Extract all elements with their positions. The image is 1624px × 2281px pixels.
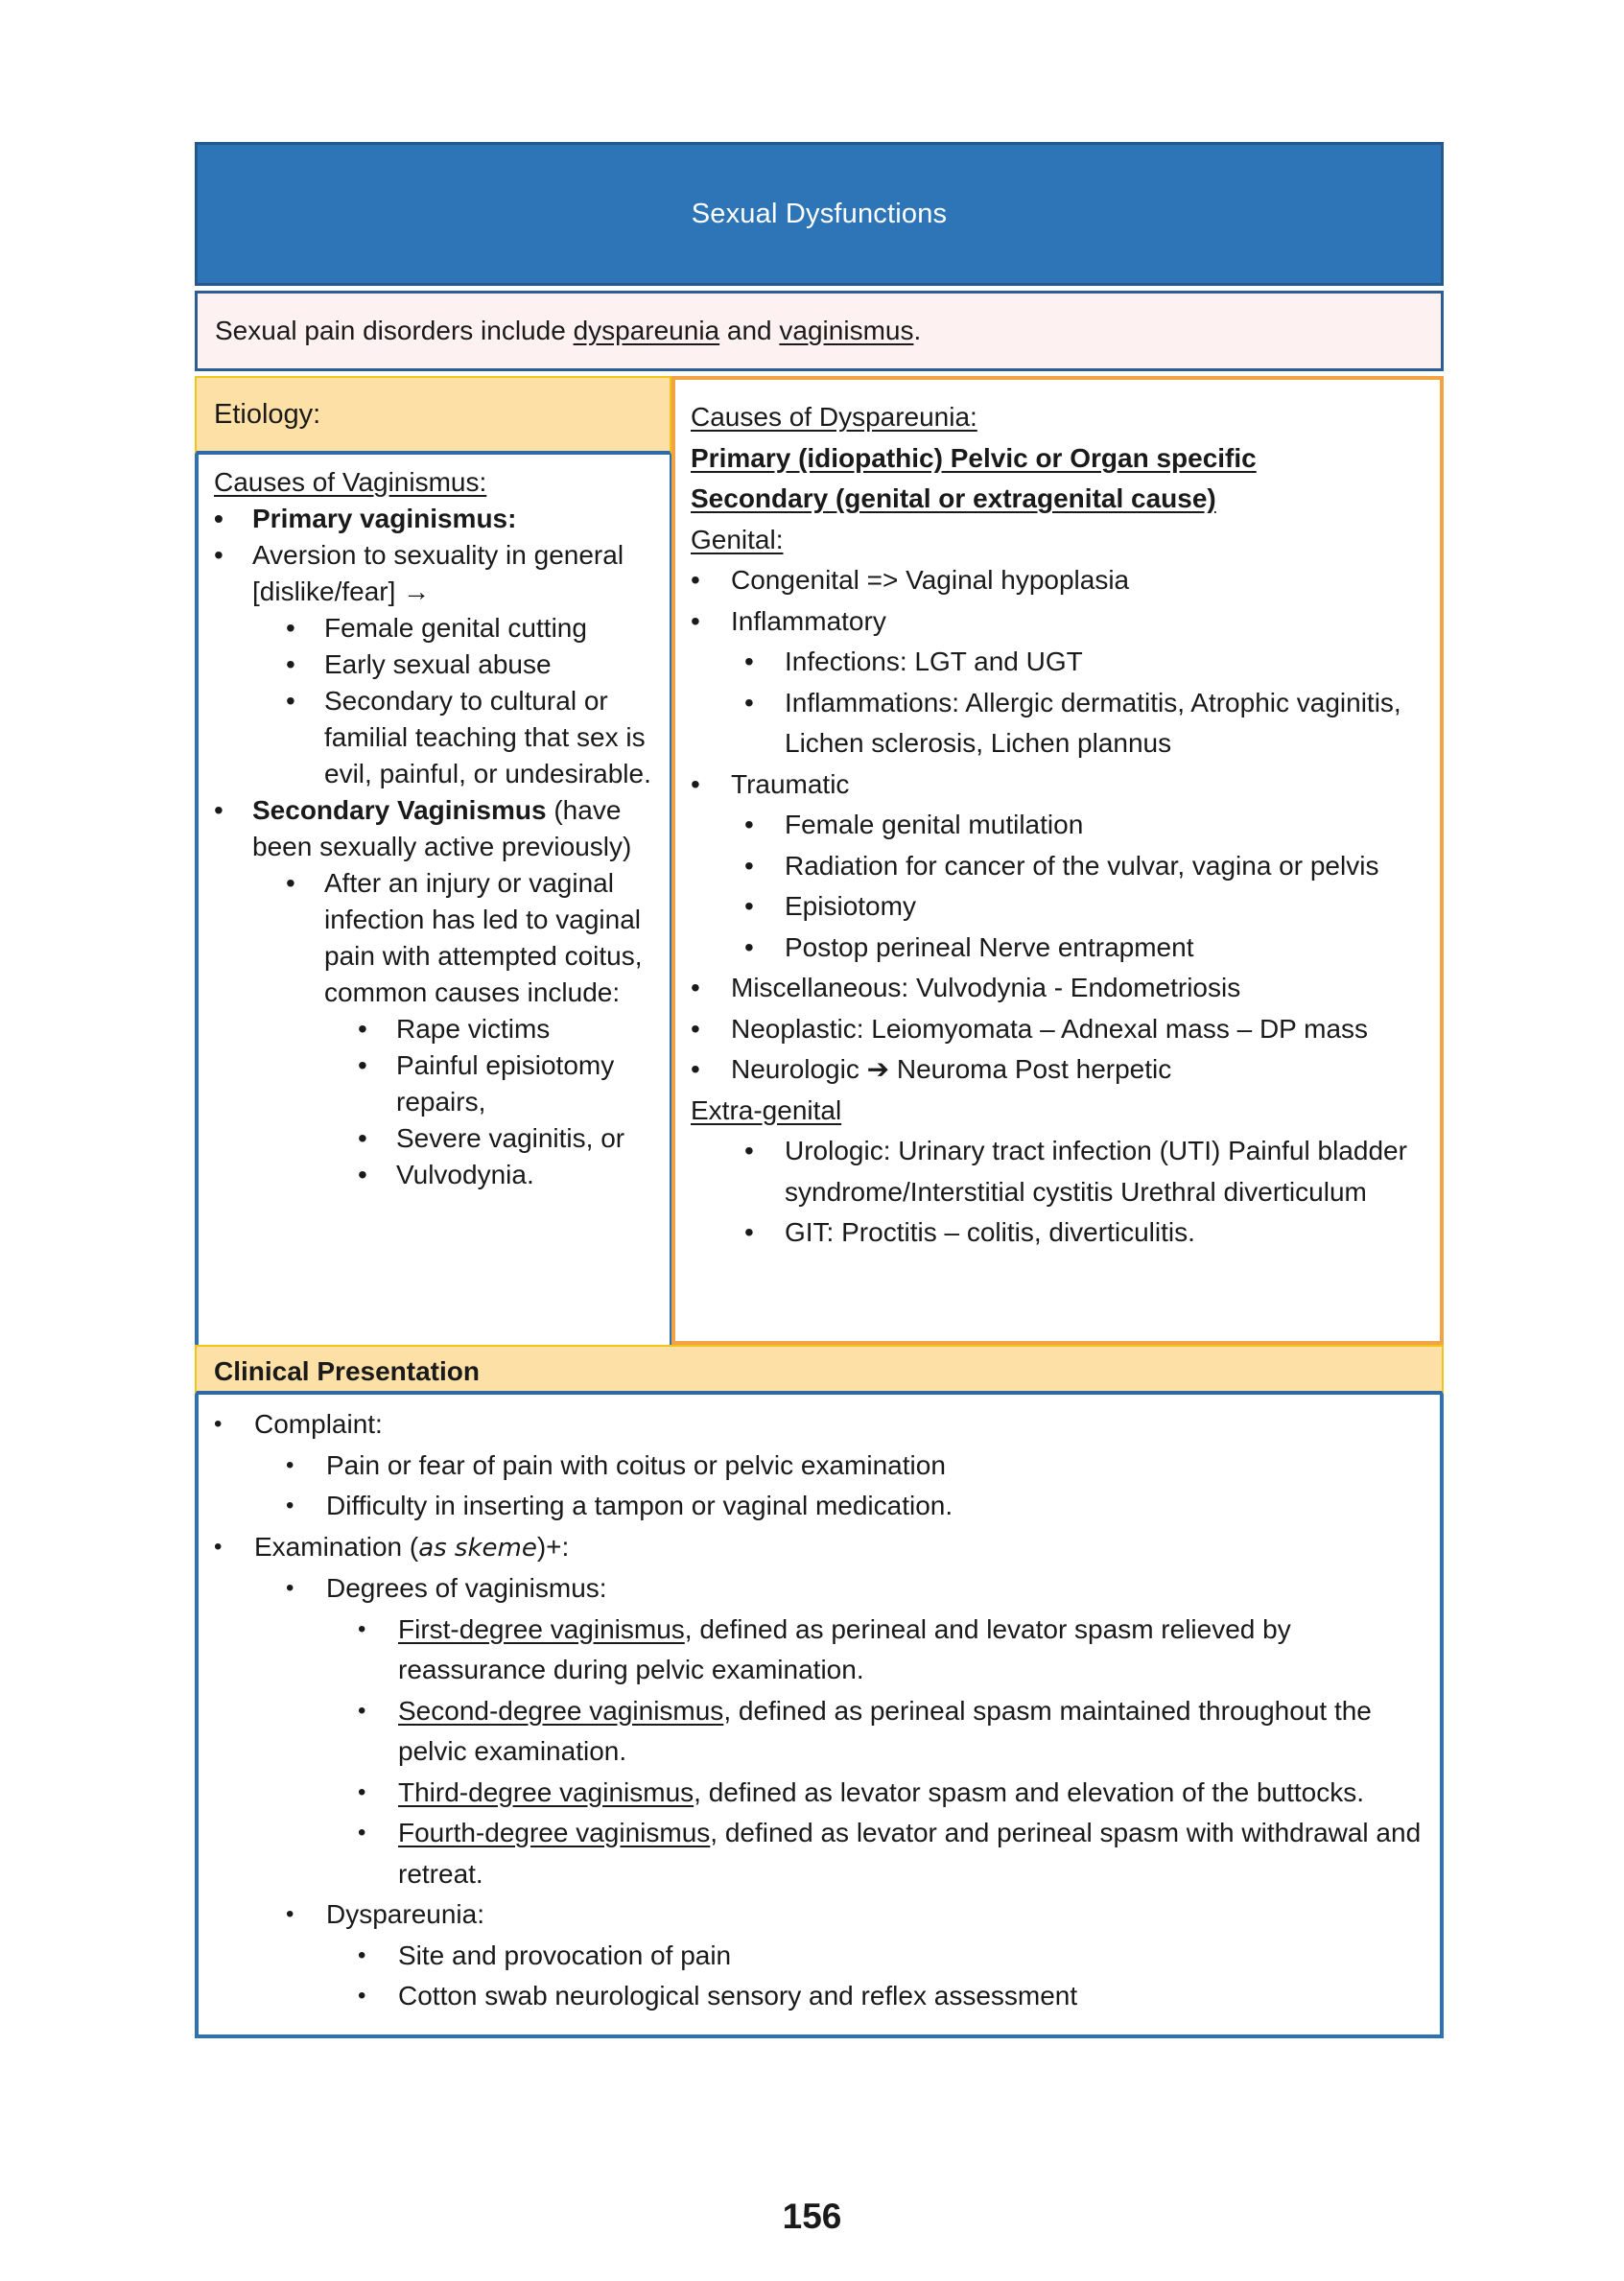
clinical-presentation-header: Clinical Presentation bbox=[195, 1345, 1444, 1395]
list-item: • Pain or fear of pain with coitus or pelvic examination bbox=[326, 1446, 1430, 1487]
list-item: • Secondary Vaginismus (have been sexually active previously) • After an injury or vaginal infection has led to vaginal pain with attempted coitus, common causes include: • Rape victims • Painful episiotomy repairs, • Severe vaginitis, or • Vulvodynia. bbox=[252, 792, 660, 1193]
secondary-causes-list bbox=[324, 1011, 660, 1193]
list-item: • Urologic: Urinary tract infection (UTI) Painful bladder syndrome/Interstitial cystitis Urethral diverticulum bbox=[785, 1131, 1430, 1212]
degrees-list bbox=[326, 1610, 1430, 1895]
list-item: • Female genital cutting bbox=[324, 610, 660, 647]
inflammatory-list bbox=[731, 642, 1430, 764]
list-item: • Early sexual abuse bbox=[324, 647, 660, 683]
list-item: • Degrees of vaginismus: • First-degree vaginismus, defined as perineal and levator spasm relieved by reassurance during pelvic examination. • Second-degree vaginismus, defined as perineal spasm maintained throughout the pelvic examination. • Third-degree vaginismus, defined as levator spasm and elevation of the buttocks. • Fourth-degree vaginismus, defined as levator and perineal spasm with withdrawal and retreat. bbox=[326, 1568, 1430, 1894]
list-item: • Site and provocation of pain bbox=[398, 1936, 1430, 1977]
aversion-list bbox=[252, 610, 660, 792]
list-item: • Inflammatory • Infections: LGT and UGT • Inflammations: Allergic dermatitis, Atrophic vaginitis, Lichen sclerosis, Lichen plannus bbox=[731, 601, 1430, 764]
intro-box bbox=[195, 291, 1444, 371]
vaginismus-list bbox=[214, 501, 660, 1193]
list-item: • Primary vaginismus: bbox=[252, 501, 660, 537]
arrow-right-icon: ➔ bbox=[866, 1054, 890, 1084]
genital-list bbox=[691, 560, 1430, 1091]
page-title: Sexual Dysfunctions bbox=[691, 198, 948, 229]
list-item: • Traumatic • Female genital mutilation • Radiation for cancer of the vulvar, vagina or pelvis • Episiotomy • Postop perineal Nerve entrapment bbox=[731, 764, 1430, 969]
list-item: • Rape victims bbox=[396, 1011, 660, 1047]
list-item: • Neurologic ➔ Neuroma Post herpetic bbox=[731, 1049, 1430, 1091]
vaginismus-heading: Causes of Vaginismus: bbox=[214, 467, 487, 497]
list-item: • Painful episiotomy repairs, bbox=[396, 1047, 660, 1120]
list-item: • Neoplastic: Leiomyomata – Adnexal mass – DP mass bbox=[731, 1009, 1430, 1050]
traumatic-list bbox=[731, 805, 1430, 968]
list-item: • Postop perineal Nerve entrapment bbox=[785, 928, 1430, 969]
list-item: • GIT: Proctitis – colitis, diverticulitis. bbox=[785, 1212, 1430, 1254]
examination-list bbox=[254, 1568, 1430, 2017]
list-item: • After an injury or vaginal infection has led to vaginal pain with attempted coitus, common causes include: • Rape victims • Painful episiotomy repairs, • Severe vaginitis, or • Vulvodynia. bbox=[324, 865, 660, 1193]
etiology-header: Etiology: bbox=[195, 376, 671, 455]
list-item: • Episiotomy bbox=[785, 886, 1430, 928]
clinical-list bbox=[214, 1404, 1430, 2017]
list-item: • First-degree vaginismus, defined as perineal and levator spasm relieved by reassurance during pelvic examination. bbox=[398, 1610, 1430, 1691]
page-number: 156 bbox=[782, 2197, 842, 2236]
intro-text: Sexual pain disorders include dyspareunia and vaginismus. bbox=[215, 316, 922, 345]
title-banner bbox=[195, 142, 1444, 286]
vaginismus-causes bbox=[195, 455, 671, 1345]
extragenital-heading: Extra-genital bbox=[691, 1094, 842, 1125]
dyspareunia-exam-list bbox=[326, 1936, 1430, 2017]
document-page bbox=[195, 142, 1444, 2038]
secondary-dyspareunia: Secondary (genital or extragenital cause) bbox=[691, 483, 1216, 513]
list-item: • Radiation for cancer of the vulvar, vagina or pelvis bbox=[785, 846, 1430, 887]
list-item: • Third-degree vaginismus, defined as levator spasm and elevation of the buttocks. bbox=[398, 1773, 1430, 1814]
dyspareunia-heading: Causes of Dyspareunia: bbox=[691, 402, 977, 432]
list-item: • Inflammations: Allergic dermatitis, Atrophic vaginitis, Lichen sclerosis, Lichen plannus bbox=[785, 683, 1430, 764]
list-item: • Vulvodynia. bbox=[396, 1157, 660, 1193]
list-item: • Female genital mutilation bbox=[785, 805, 1430, 846]
primary-dyspareunia: Primary (idiopathic) Pelvic or Organ specific bbox=[691, 442, 1257, 473]
term-dyspareunia: dyspareunia bbox=[573, 316, 720, 345]
list-item: • Difficulty in inserting a tampon or vaginal medication. bbox=[326, 1486, 1430, 1527]
list-item: • Cotton swab neurological sensory and reflex assessment bbox=[398, 1976, 1430, 2017]
list-item: • Second-degree vaginismus, defined as perineal spasm maintained throughout the pelvic examination. bbox=[398, 1691, 1430, 1773]
list-item: • Examination (as skeme)+: • Degrees of vaginismus: • First-degree vaginismus, defined as perineal and levator spasm relieved by reassurance during pelvic examination. • Second-degree vaginismus, defined as perineal spasm maintained throughout the pelvic examination. • Third-degree vaginismus, defined as levator spasm and elevation of the buttocks. • Fourth-degree vaginismus, defined as levator and perineal spasm with withdrawal and retreat. • Dyspareunia: • Site and provocation of pain • Cotton swab neurological sensory and reflex assessment bbox=[254, 1527, 1430, 2017]
secondary-list bbox=[252, 865, 660, 1193]
list-item: • Miscellaneous: Vulvodynia - Endometriosis bbox=[731, 968, 1430, 1009]
list-item: • Dyspareunia: • Site and provocation of pain • Cotton swab neurological sensory and reflex assessment bbox=[326, 1894, 1430, 2017]
etiology-section bbox=[195, 376, 1444, 1345]
complaint-list bbox=[254, 1446, 1430, 1527]
list-item: • Complaint: • Pain or fear of pain with coitus or pelvic examination • Difficulty in inserting a tampon or vaginal medication. bbox=[254, 1404, 1430, 1527]
list-item: • Severe vaginitis, or bbox=[396, 1120, 660, 1157]
extragenital-list bbox=[691, 1131, 1430, 1254]
dyspareunia-causes bbox=[671, 376, 1444, 1345]
list-item: • Congenital => Vaginal hypoplasia bbox=[731, 560, 1430, 601]
list-item: • Aversion to sexuality in general [dislike/fear] → • Female genital cutting • Early sexual abuse • Secondary to cultural or familial teaching that sex is evil, painful, or undesirable. bbox=[252, 537, 660, 792]
list-item: • Infections: LGT and UGT bbox=[785, 642, 1430, 683]
clinical-presentation-body bbox=[195, 1395, 1444, 2038]
list-item: • Secondary to cultural or familial teaching that sex is evil, painful, or undesirable. bbox=[324, 683, 660, 792]
term-vaginismus: vaginismus bbox=[779, 316, 914, 345]
etiology-left-column bbox=[195, 376, 671, 1345]
list-item: • Fourth-degree vaginismus, defined as levator and perineal spasm with withdrawal and retreat. bbox=[398, 1813, 1430, 1894]
genital-heading: Genital: bbox=[691, 524, 784, 554]
